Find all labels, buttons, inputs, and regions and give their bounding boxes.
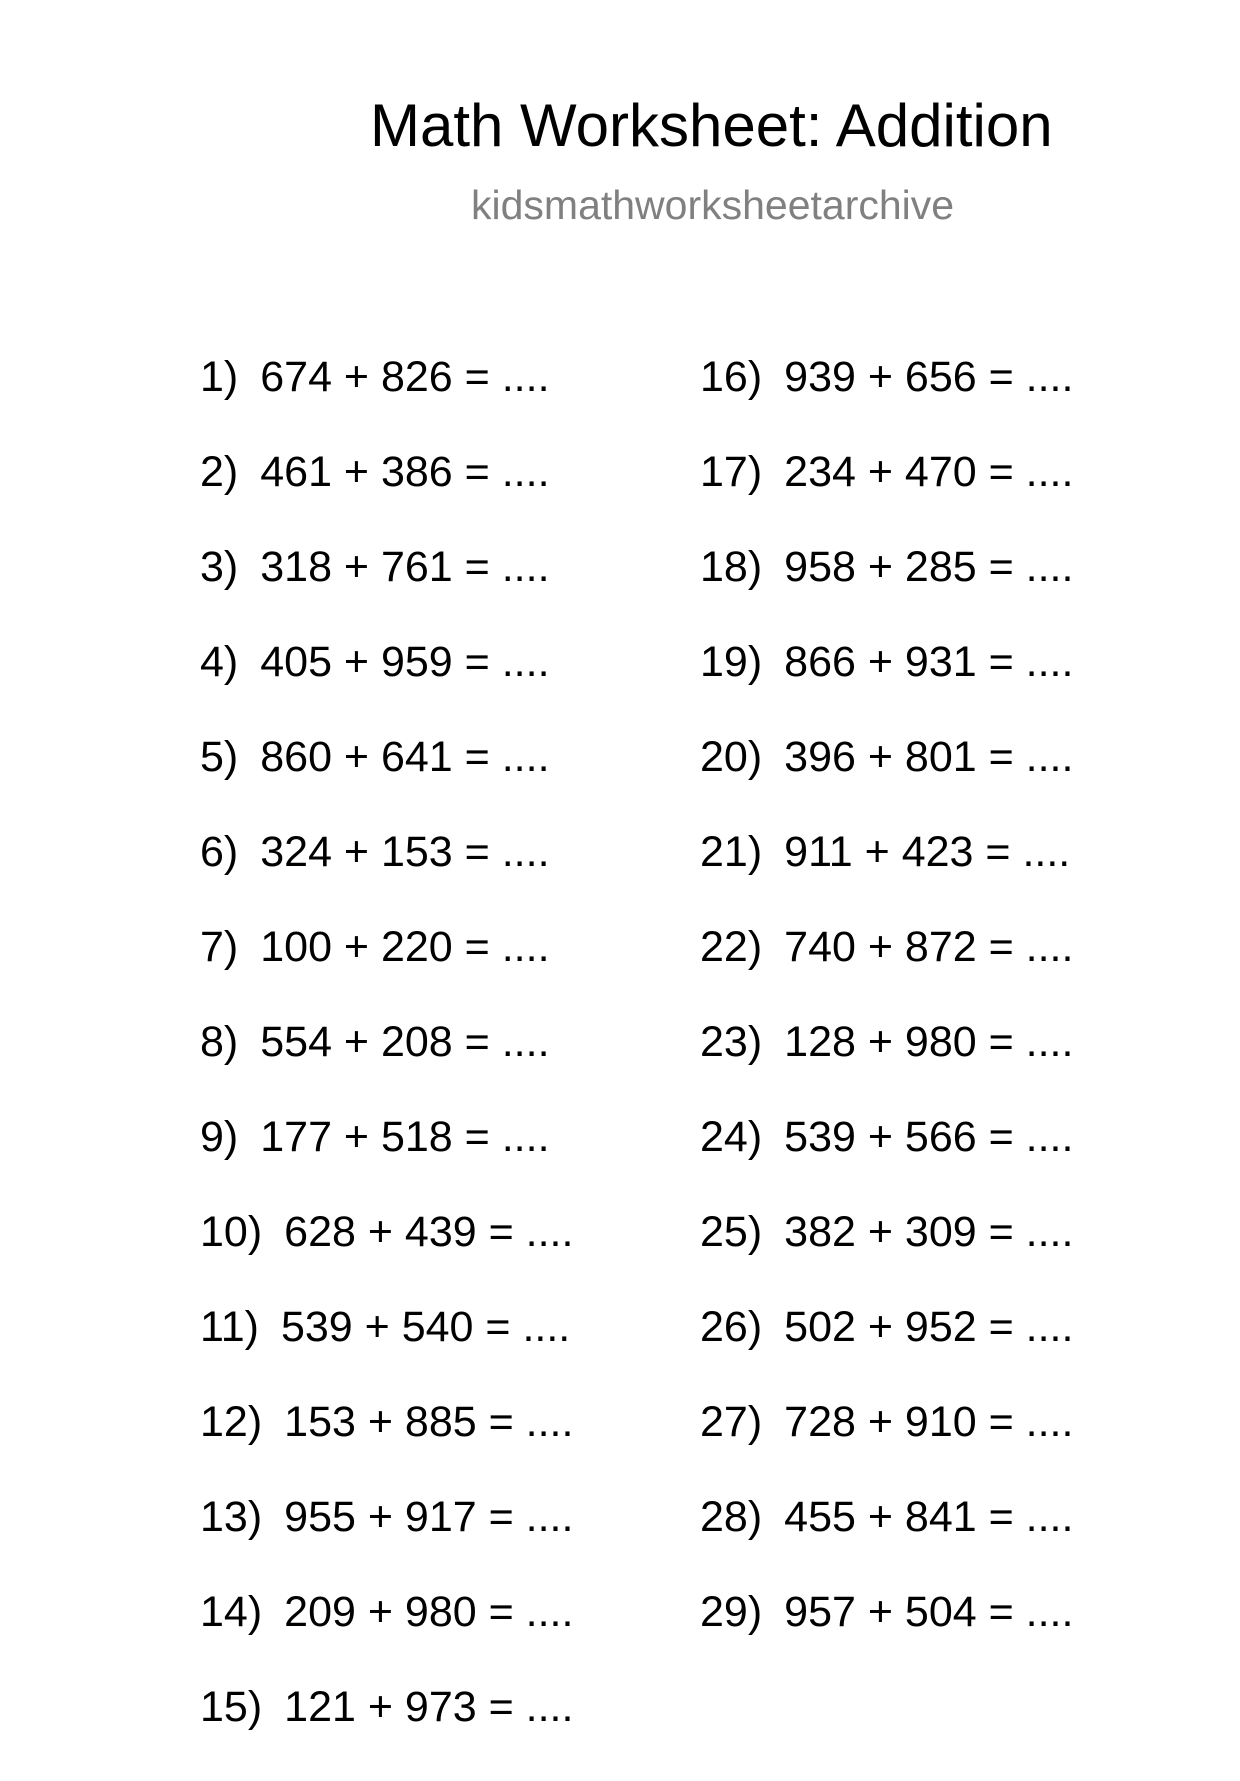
problem-item bbox=[700, 1303, 1074, 1401]
problem-number: 17) bbox=[700, 448, 763, 496]
problem-expression: 728 + 910 = .... bbox=[784, 1398, 1074, 1446]
problem-number: 13) bbox=[200, 1493, 263, 1541]
problem-item bbox=[200, 1018, 573, 1116]
problem-item bbox=[700, 638, 1074, 736]
problem-number: 20) bbox=[700, 733, 763, 781]
problem-item bbox=[700, 733, 1074, 831]
problem-expression: 461 + 386 = .... bbox=[260, 448, 550, 496]
problem-item bbox=[200, 1588, 574, 1686]
problem-item bbox=[200, 733, 573, 831]
problem-item bbox=[700, 543, 1074, 641]
problem-number: 24) bbox=[700, 1113, 763, 1161]
problem-expression: 539 + 566 = .... bbox=[784, 1113, 1074, 1161]
problem-item bbox=[200, 1398, 574, 1496]
problem-number: 27) bbox=[700, 1398, 763, 1446]
problem-number: 11) bbox=[200, 1303, 259, 1351]
problem-expression: 554 + 208 = .... bbox=[260, 1018, 550, 1066]
problem-number: 3) bbox=[200, 543, 239, 591]
problem-number: 14) bbox=[200, 1588, 263, 1636]
problem-item bbox=[700, 1588, 1074, 1686]
problem-expression: 318 + 761 = .... bbox=[260, 543, 550, 591]
problem-number: 19) bbox=[700, 638, 763, 686]
problem-expression: 674 + 826 = .... bbox=[260, 353, 550, 401]
problem-number: 10) bbox=[200, 1208, 263, 1256]
problem-item bbox=[700, 1398, 1074, 1496]
problem-number: 7) bbox=[200, 923, 239, 971]
problem-number: 29) bbox=[700, 1588, 763, 1636]
problem-number: 21) bbox=[700, 828, 763, 876]
problem-expression: 405 + 959 = .... bbox=[260, 638, 550, 686]
problem-number: 15) bbox=[200, 1683, 263, 1731]
problem-number: 26) bbox=[700, 1303, 763, 1351]
problem-item bbox=[700, 1113, 1074, 1211]
problem-item bbox=[200, 923, 573, 1021]
problem-expression: 153 + 885 = .... bbox=[284, 1398, 574, 1446]
problem-expression: 860 + 641 = .... bbox=[260, 733, 550, 781]
problem-number: 4) bbox=[200, 638, 239, 686]
problem-number: 5) bbox=[200, 733, 239, 781]
problem-expression: 382 + 309 = .... bbox=[784, 1208, 1074, 1256]
problem-column-left bbox=[200, 353, 574, 1781]
problem-expression: 866 + 931 = .... bbox=[784, 638, 1074, 686]
problem-item bbox=[700, 1018, 1074, 1116]
problem-number: 25) bbox=[700, 1208, 763, 1256]
problem-item bbox=[700, 828, 1073, 926]
problem-number: 6) bbox=[200, 828, 239, 876]
problem-expression: 539 + 540 = .... bbox=[280, 1303, 571, 1351]
problem-item bbox=[200, 543, 573, 641]
problem-item bbox=[700, 1493, 1074, 1591]
problem-expression: 958 + 285 = .... bbox=[784, 543, 1074, 591]
problem-item bbox=[700, 353, 1074, 451]
problem-expression: 209 + 980 = .... bbox=[284, 1588, 574, 1636]
problem-item bbox=[200, 353, 573, 451]
problem-number: 1) bbox=[200, 353, 239, 401]
problem-number: 28) bbox=[700, 1493, 763, 1541]
problem-number: 16) bbox=[700, 353, 763, 401]
worksheet-subtitle: kidsmathworksheetarchive bbox=[471, 182, 955, 228]
problem-expression: 740 + 872 = .... bbox=[784, 923, 1074, 971]
problem-number: 22) bbox=[700, 923, 763, 971]
problem-item bbox=[700, 1208, 1074, 1306]
problem-expression: 939 + 656 = .... bbox=[784, 353, 1074, 401]
problem-item bbox=[200, 1113, 573, 1211]
problem-expression: 455 + 841 = .... bbox=[784, 1493, 1074, 1541]
problem-item bbox=[700, 448, 1074, 546]
problem-expression: 234 + 470 = .... bbox=[784, 448, 1074, 496]
problem-expression: 177 + 518 = .... bbox=[260, 1113, 550, 1161]
problem-expression: 128 + 980 = .... bbox=[784, 1018, 1074, 1066]
problem-item bbox=[200, 1208, 574, 1306]
problem-number: 2) bbox=[200, 448, 239, 496]
problem-number: 18) bbox=[700, 543, 763, 591]
problem-item bbox=[700, 923, 1074, 1021]
problem-expression: 396 + 801 = .... bbox=[784, 733, 1074, 781]
problem-number: 8) bbox=[200, 1018, 239, 1066]
problem-expression: 121 + 973 = .... bbox=[284, 1683, 574, 1731]
problem-expression: 502 + 952 = .... bbox=[784, 1303, 1074, 1351]
problem-number: 9) bbox=[200, 1113, 239, 1161]
problem-item bbox=[200, 448, 573, 546]
worksheet-title: Math Worksheet: Addition bbox=[370, 92, 1053, 159]
problem-expression: 957 + 504 = .... bbox=[784, 1588, 1074, 1636]
problem-expression: 100 + 220 = .... bbox=[260, 923, 550, 971]
problem-expression: 911 + 423 = .... bbox=[784, 828, 1071, 876]
problem-expression: 324 + 153 = .... bbox=[260, 828, 550, 876]
problem-expression: 955 + 917 = .... bbox=[284, 1493, 574, 1541]
problem-item bbox=[200, 638, 573, 736]
problem-item bbox=[200, 1683, 574, 1781]
problem-item bbox=[200, 1303, 573, 1401]
problem-expression: 628 + 439 = .... bbox=[284, 1208, 574, 1256]
problem-item bbox=[200, 1493, 574, 1591]
problem-item bbox=[200, 828, 573, 926]
problem-number: 12) bbox=[200, 1398, 263, 1446]
problem-column-right bbox=[700, 353, 1074, 1686]
problem-number: 23) bbox=[700, 1018, 763, 1066]
